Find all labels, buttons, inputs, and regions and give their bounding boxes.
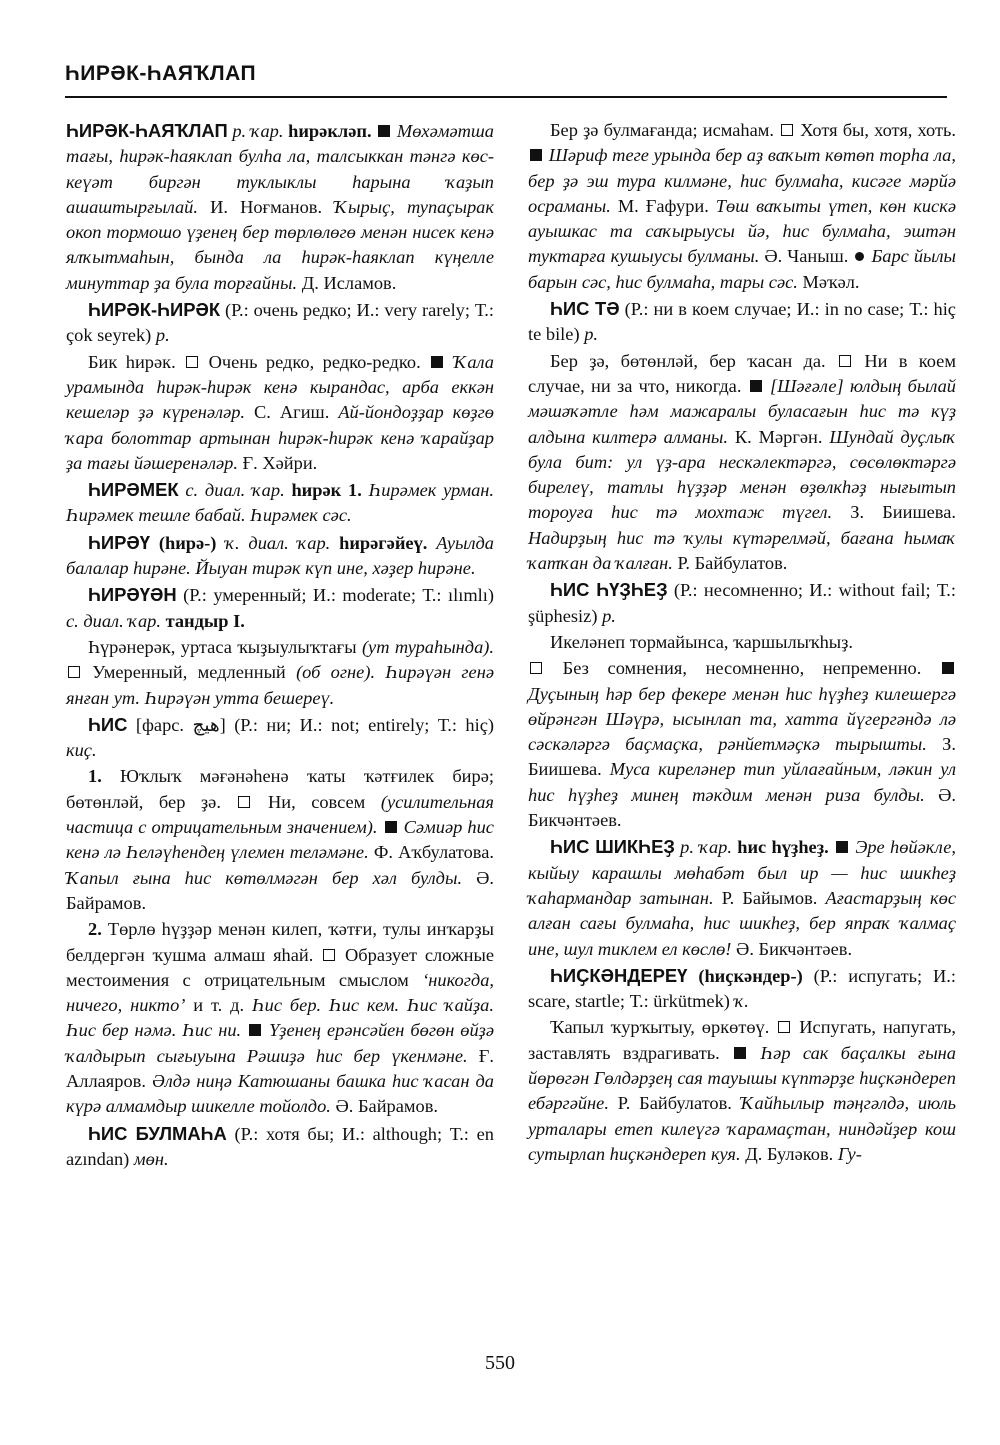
author: Ғ. Аллаяров. [66, 1045, 494, 1091]
example: Дуҫының һәр бер фекере менән һис һүҙһеҙ килешергә өйрәнгән Шәүрә, ысынлап та, хатта йүгергәндә лә сәскәләргә баҫмаҫка, рәнйетмәҫкә тырышты. [528, 683, 956, 755]
author: Р. Байымов. [721, 887, 818, 908]
cross-reference: һирәкләп. [288, 121, 372, 141]
cross-reference: тандыр I. [165, 610, 245, 631]
headword: ҺИС БУЛМАҺА [88, 1122, 227, 1144]
russian-translation: Без сомнения, несомненно, непременно. [562, 658, 922, 679]
example: Шундай дуҫлыҡ була бит: ул үҙ-ара нескәлектәргә, сөсөлөктәргә бирелеү, татлы һүҙҙәр менән өҙөлкһәҙ нығытып тороуға һис тә мохтаж түгел. [528, 426, 956, 523]
example: Шәриф теге урында бер аҙ ваҡыт көтөп торһа ла, бер ҙә эш тура килмәне, һис булмаһа, кисәге мәрйә осраманы. [528, 145, 956, 216]
author: Ә. Байрамов. [66, 867, 494, 913]
entry-hirauan [66, 582, 494, 634]
definition-continued [528, 656, 956, 833]
example: Ағастарҙың көс алған сағы булмаһа, һис шикһеҙ, бер япраҡ ҡалмаҫ ине, шул тиклем ел көслө! [528, 887, 956, 959]
proverb: Барс йылы барын сәс, һис булмаһа, тары сәс. [528, 246, 956, 292]
russian-translation: Испугать, напугать, заставлять вздрагивать. [528, 1017, 956, 1063]
part-of-speech: мөн. [133, 1148, 169, 1169]
entry-his-ta [528, 296, 956, 348]
russian-translation: Образует сложные местоимения с отрицательным смыслом [66, 944, 494, 990]
example: Һирәмек урман. Һирәмек тешле бабай. Һирәмек сәс. [66, 480, 494, 526]
example: Муса киреләнер тип уйлағайным, ләкин ул һис һүҙһеҙ минең тәкдим менән риза булды. [528, 759, 956, 805]
headword: ҺИС [88, 713, 128, 735]
grammar-label: р. ҡар. [232, 121, 284, 141]
headword: ҺИС ТӘ [550, 298, 620, 320]
example-marker-icon [249, 1024, 261, 1036]
example: Надирҙың һис тә ҡулы күтәрелмәй, бағана һымаҡ ҡатҡан да ҡалған. [528, 527, 956, 574]
author: Ә. Бикчәнтәев. [528, 784, 956, 831]
russian-translation: Умеренный, медленный [92, 662, 286, 683]
example: Ай-йондоҙҙар көҙгө ҡара болоттар артынан һирәк-һирәк кенә ҡарайҙар ҙа тағы йәшеренәләр. [66, 402, 494, 473]
sense-1: 1. Юҡлыҡ мәғәнәһенә ҡаты ҡәтғилек бирә; бөтөнләй, бер ҙә. Ни, совсем (усилительная частица с отрицательным значением). Сәмиәр һис кенә лә Һеләүһендең үлемен теләмәне. Ф. Аҡбулатова. Ҡапыл ғына һис көтөлмәгән бер хәл булды. Ә. Байрамов. [66, 766, 495, 913]
russian-translation: Хотя бы, хотя, хоть. [800, 120, 956, 140]
definition: Бик һирәк. Очень редко, редко-редко. Ҡала урамында һирәк-һирәк кенә кырандас, арба еккән кешеләр ҙә күренәләр. С. Агиш. Ай-йондоҙҙар көҙгө ҡара болоттар артынан һирәк-һирәк кенә ҡарайҙар ҙа тағы йәшеренәләр. Ғ. Хәйри. [66, 351, 494, 473]
proverb-marker-icon [855, 252, 864, 261]
example: [Шәғәле] юлдың былай мәшәҡәтле һәм мажаралы буласағын һис тә күҙ алдына килтерә алманы. [528, 375, 956, 447]
translation-marker-icon [839, 355, 851, 367]
example-marker-icon [836, 841, 848, 853]
part-of-speech: ҡ. [734, 991, 749, 1012]
entry-his-huzhez [528, 577, 956, 629]
page-number: 550 [485, 1352, 515, 1374]
author: И. Ноғманов. [210, 196, 323, 217]
definition: Бер ҙә булмағанда; исмаһам. Хотя бы, хотя, хоть. Шәриф теге урында бер аҙ ваҡыт көтөп торһа ла, бер ҙә эш тура килмәне, һис булмаһа, кисәге мәрйә осраманы. М. Ғафури. Төш ваҡыты үтеп, көн кискә ауышкас та саҡырыусы йә, һис булмаһа, эштән туктарға кушыусы булманы. Ә. Чаныш. Барс йылы барын сәс, һис булмаһа, тары сәс. Мәҡәл. [528, 120, 956, 292]
part-of-speech: киҫ. [66, 740, 97, 761]
sense-2: 2. Төрлө һүҙҙәр менән килеп, ҡәтғи, тулы инҡарҙы белдергән ҡушма алмаш яһай. Образует сложные местоимения с отрицательным смыслом ‘никогда, ничего, никто’ и т. д. Һис бер. Һис кем. Һис ҡайҙа. Һис бер нәмә. Һис ни. Үҙенең ерәнсәйен бөгөн өйҙә ҡалдырып сығыуына Рәшиҙә һис бер үкенмәне. Ғ. Аллаяров. Әлдә ниңә Катюшаны башка һис ҡасан да күрә алмамдыр шикелле тойолдо. Ә. Байрамов. [66, 919, 494, 1117]
author: Ә. Бикчәнтәев. [736, 938, 853, 959]
russian-translation: Очень редко, редко-редко. [208, 351, 421, 372]
example: Ҡапыл ғына һис көтөлмәгән бер хәл булды. [66, 867, 463, 888]
example: Сәмиәр һис кенә лә Һеләүһендең үлемен теләмәне. [66, 817, 494, 863]
example: Һәр сак баҫалкы ғына йөрөгән Гөлдәрҙең сая тауышы күптәрҙе һиҫкәндереп ебәргәйне. [528, 1042, 956, 1114]
translation-marker-icon [781, 124, 793, 136]
headword: ҺИРӘК-ҺИРӘК [88, 299, 221, 321]
continued-text: Гу- [837, 1143, 862, 1164]
usage-note: (ут тураһында). [361, 636, 494, 657]
headword: ҺИС ҺҮҘҺЕҘ [550, 579, 668, 601]
definition: Ҡапыл ҡурҡытыу, өркөтөү. Испугать, напугать, заставлять вздрагивать. Һәр сак баҫалкы ғына йөрөгән Гөлдәрҙең сая тауышы күптәрҙе һиҫкәндереп ебәргәйне. Р. Байбулатов. Ҡайһылыр тәңгәлдә, июль урталары етеп килеүгә ҡарамаҫтан, ниндәйҙер кош сутырлап һиҫкәндереп куя. Д. Буләков. Гу- [528, 1017, 956, 1164]
definition: Һүрәнерәк, уртаса ҡыҙыулыҡтағы (ут тураһында). Умеренный, медленный (об огне). Һирәүән генә янған ут. Һирәүән утта бешереү. [66, 636, 494, 708]
usage-note: ‘никогда, ничего, никто’ [66, 969, 494, 1016]
translation-marker-icon [530, 662, 542, 674]
translation-marker-icon [238, 796, 250, 808]
example: Мөхәмәтша тағы, һирәк-һаяклап булһа ла, талсыккан тәнгә көс-кеүәт биргән туклыклы һарына ҡаҙып ашаштырғылай. [66, 121, 494, 217]
header-rule [65, 96, 947, 98]
headword: ҺИРӘК-ҺАЯҠЛАП [66, 120, 228, 141]
author: Ф. Аҡбулатова. [373, 842, 495, 863]
entry-his [66, 712, 494, 764]
translation-marker-icon [323, 949, 335, 961]
grammar-label: ҡ. диал. ҡар. [225, 532, 331, 553]
grammar-label: р. ҡар. [680, 837, 732, 858]
right-column [528, 118, 956, 1168]
headword: ҺИРӘҮӘН [88, 584, 177, 606]
part-of-speech: р. [584, 324, 598, 345]
cross-reference: һирәгәйеү. [339, 532, 428, 553]
russian-translation: Ни в коем случае, ни за что, никогда. [528, 350, 956, 396]
example-marker-icon [431, 356, 443, 368]
example: Әлдә ниңә Катюшаны башка һис ҡасан да күрә алмамдыр шикелле тойолдо. [66, 1070, 494, 1117]
headword: ҺИРӘҮ [88, 531, 150, 553]
example-marker-icon [385, 821, 397, 833]
left-column [66, 118, 494, 1173]
part-of-speech: р. [602, 605, 616, 626]
gloss: (Р.: ни в коем случае; И.: in no case; Т.: hiç te bile) [528, 299, 956, 345]
example-marker-icon [750, 380, 762, 392]
stem-variant: (һиҫкәндер-) [698, 965, 803, 986]
part-of-speech: р. [155, 325, 170, 346]
author: Р. Байбулатов. [617, 1093, 732, 1114]
usage-note: (усилительная частица с отрицательным значением). [66, 791, 494, 838]
example-marker-icon [530, 149, 542, 161]
headword: ҺИС ШИКҺЕҘ [550, 836, 675, 858]
example: Һис бер. Һис кем. Һис ҡайҙа. Һис бер нәмә. Һис ни. [66, 995, 494, 1041]
cross-reference: һис һүҙһеҙ. [737, 837, 829, 858]
author: Р. Байбулатов. [677, 553, 788, 574]
grammar-label: с. диал. ҡар. [66, 610, 161, 631]
russian-translation: Ни, совсем [267, 791, 366, 812]
author: Ә. Байрамов. [335, 1096, 439, 1117]
example: Эре һөйәкле, кыйыу карашлы мөһабәт был ир — һис шикһеҙ ҡаһармандар затынан. [528, 837, 956, 908]
definition: Бер ҙә, бөтөнләй, бер ҡасан да. Ни в коем случае, ни за что, никогда. [Шәғәле] юлдың былай мәшәҡәтле һәм мажаралы буласағын һис тә күҙ алдына килтерә алманы. К. Мәргән. Шундай дуҫлыҡ була бит: ул үҙ-ара нескәлектәргә, сөсөлөктәргә бирелеү, татлы һүҙҙәр менән өҙөлкһәҙ нығытып тороуға һис тә мохтаж түгел. З. Биишева. Надирҙың һис тә ҡулы күтәрелмәй, бағана һымаҡ ҡатҡан да ҡалған. Р. Байбулатов. [528, 350, 956, 574]
entry-hirak-hayaklap [66, 118, 494, 296]
etymology: [фарс. هيچ] [135, 714, 226, 735]
author: З. Биишева. [528, 734, 956, 780]
grammar-label: с. диал. ҡар. [185, 480, 285, 501]
author: С. Агиш. [254, 402, 330, 423]
example: Үҙенең ерәнсәйен бөгөн өйҙә ҡалдырып сығыуына Рәшиҙә һис бер үкенмәне. [66, 1020, 494, 1066]
gloss: (Р.: несомненно; И.: without fail; Т.: şüphesiz) [528, 580, 956, 626]
gloss: (Р.: умеренный; И.: moderate; Т.: ılımlı) [183, 585, 494, 606]
author: Ә. Чаныш. [764, 246, 849, 267]
example: Һирәүән генә янған ут. Һирәүән утта бешереү. [66, 662, 494, 708]
entry-hirau [66, 530, 494, 582]
author: К. Мәргән. [734, 426, 823, 447]
author: Ғ. Хәйри. [242, 452, 318, 473]
stem-variant: (һирә-) [158, 532, 217, 553]
entry-his-shikhez [528, 834, 956, 961]
example-marker-icon [734, 1047, 746, 1059]
author: М. Ғафури. [617, 195, 709, 216]
example: Ҡырыҫ, тупаҫырак окоп тормошо үҙенең бер төрлөлөгө менән нисек кенә ялҡытмаһын, бында ла һирәк-һаяклап күңелле минуттар ҙа була торғайны. [66, 196, 494, 293]
usage-note: (об огне). [296, 662, 376, 683]
translation-marker-icon [186, 356, 198, 368]
cross-reference: һирәк 1. [291, 480, 362, 501]
entry-hiskanderau [528, 963, 956, 1015]
example: Ауылда балалар һирәне. Йыуан тирәк күп ине, хәҙер һирәне. [66, 532, 494, 579]
example: Ҡайһылыр тәңгәлдә, июль урталары етеп килеүгә ҡарамаҫтан, ниндәйҙер кош сутырлап һиҫкәндереп куя. [528, 1093, 956, 1164]
gloss: (Р.: хотя бы; И.: although; Т.: en azından) [66, 1123, 494, 1169]
proverb-label: Мәҡәл. [802, 271, 860, 292]
gloss: (Р.: испугать; И.: scare, startle; Т.: ürkütmek) [528, 965, 956, 1012]
example-marker-icon [942, 662, 954, 674]
headword: ҺИҪКӘНДЕРЕҮ [550, 964, 688, 986]
entry-his-bulmaha [66, 1121, 494, 1173]
author: Д. Буләков. [745, 1143, 834, 1164]
entry-hiramek [66, 477, 494, 529]
example-marker-icon [378, 125, 390, 137]
example: Төш ваҡыты үтеп, көн кискә ауышкас та саҡырыусы йә, һис булмаһа, эштән туктарға кушыусы булманы. [528, 195, 956, 267]
translation-marker-icon [778, 1021, 790, 1033]
translation-marker-icon [68, 666, 80, 678]
example: Ҡала урамында һирәк-һирәк кенә кырандас, арба еккән кешеләр ҙә күренәләр. [66, 351, 494, 423]
author: З. Биишева. [850, 502, 956, 523]
definition: Икеләнеп тормайынса, ҡаршылыҡһыҙ. [550, 631, 853, 652]
running-head: ҺИРӘК-ҺАЯҠЛАП [65, 62, 257, 85]
headword: ҺИРӘМЕК [88, 479, 179, 501]
gloss: (Р.: ни; И.: not; entirely; Т.: hiç) [234, 714, 494, 735]
sense-number: 2. [88, 919, 102, 940]
sense-number: 1. [88, 766, 102, 787]
author: Д. Исламов. [301, 272, 397, 293]
entry-hirak-hirak [66, 297, 494, 349]
gloss: (Р.: очень редко; И.: very rarely; Т.: çok seyrek) [66, 300, 494, 346]
